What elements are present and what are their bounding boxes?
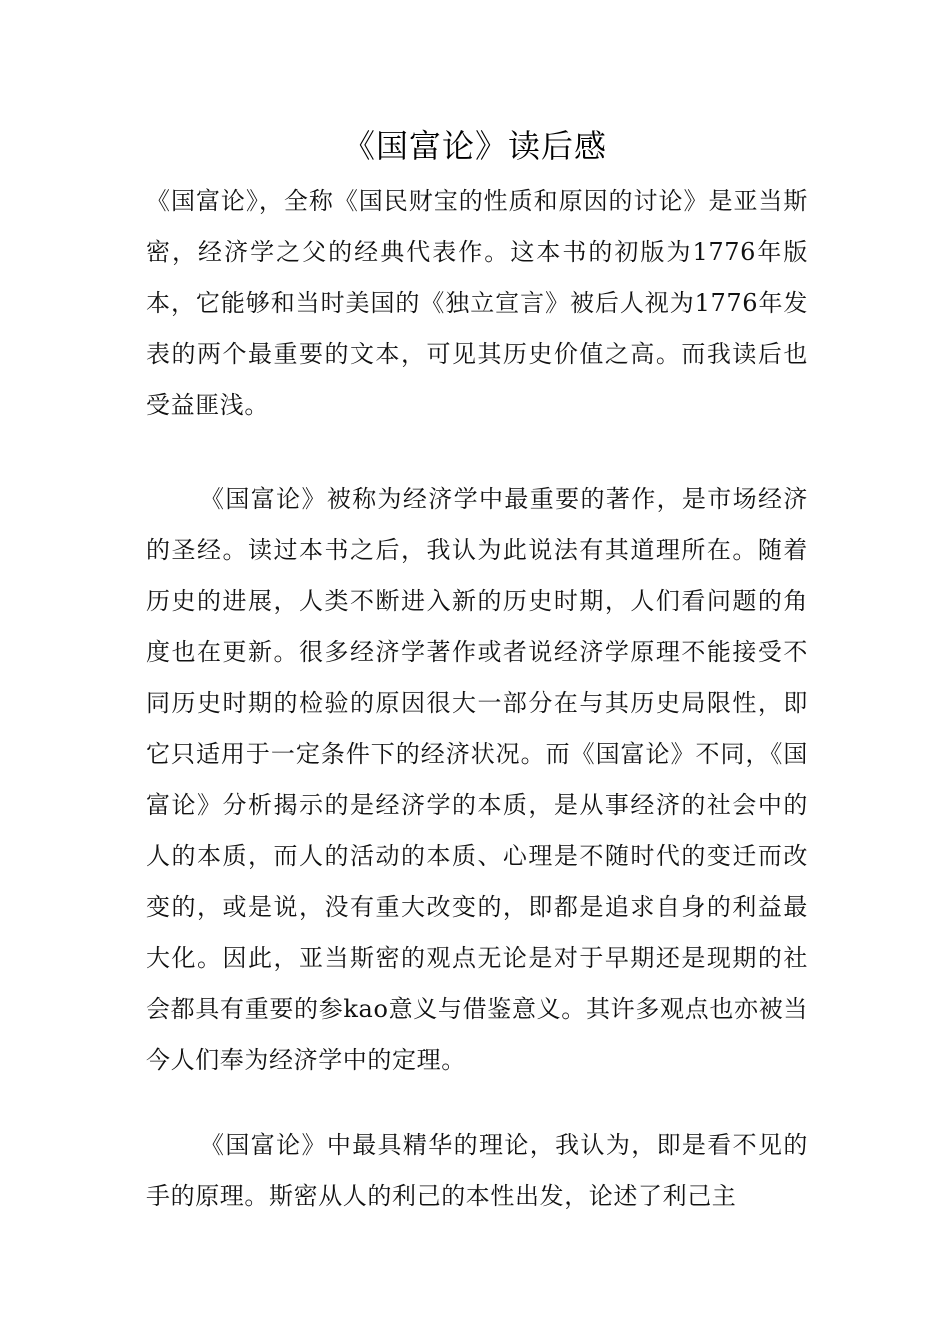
paragraph-significance: 《国富论》被称为经济学中最重要的著作，是市场经济的圣经。读过本书之后，我认为此说法有其道理所在。随着历史的进展，人类不断进入新的历史时期，人们看问题的角度也在更新。很多经济学著作或者说经济学原理不能接受不同历史时期的检验的原因很大一部分在与其历史局限性，即它只适用于一定条件下的经济状况。而《国富论》不同，《国富论》分析揭示的是经济学的本质，是从事经济的社会中的人的本质，而人的活动的本质、心理是不随时代的变迁而改变的，或是说，没有重大改变的，即都是追求自身的利益最大化。因此，亚当斯密的观点无论是对于早期还是现期的社会都具有重要的参kao意义与借鉴意义。其许多观点也亦被当今人们奉为经济学中的定理。: [146, 485, 808, 1074]
document-title: 《国富论》读后感: [342, 127, 607, 165]
paragraph-invisible-hand: 《国富论》中最具精华的理论，我认为，即是看不见的手的原理。斯密从人的利己的本性出发，论述了利己主: [146, 1131, 808, 1210]
paragraph-intro: 《国富论》，全称《国民财宝的性质和原因的讨论》是亚当斯密，经济学之父的经典代表作。这本书的初版为1776年版本，它能够和当时美国的《独立宣言》被后人视为1776年发表的两个最重要的文本，可见其历史价值之高。而我读后也受益匪浅。: [146, 187, 808, 419]
